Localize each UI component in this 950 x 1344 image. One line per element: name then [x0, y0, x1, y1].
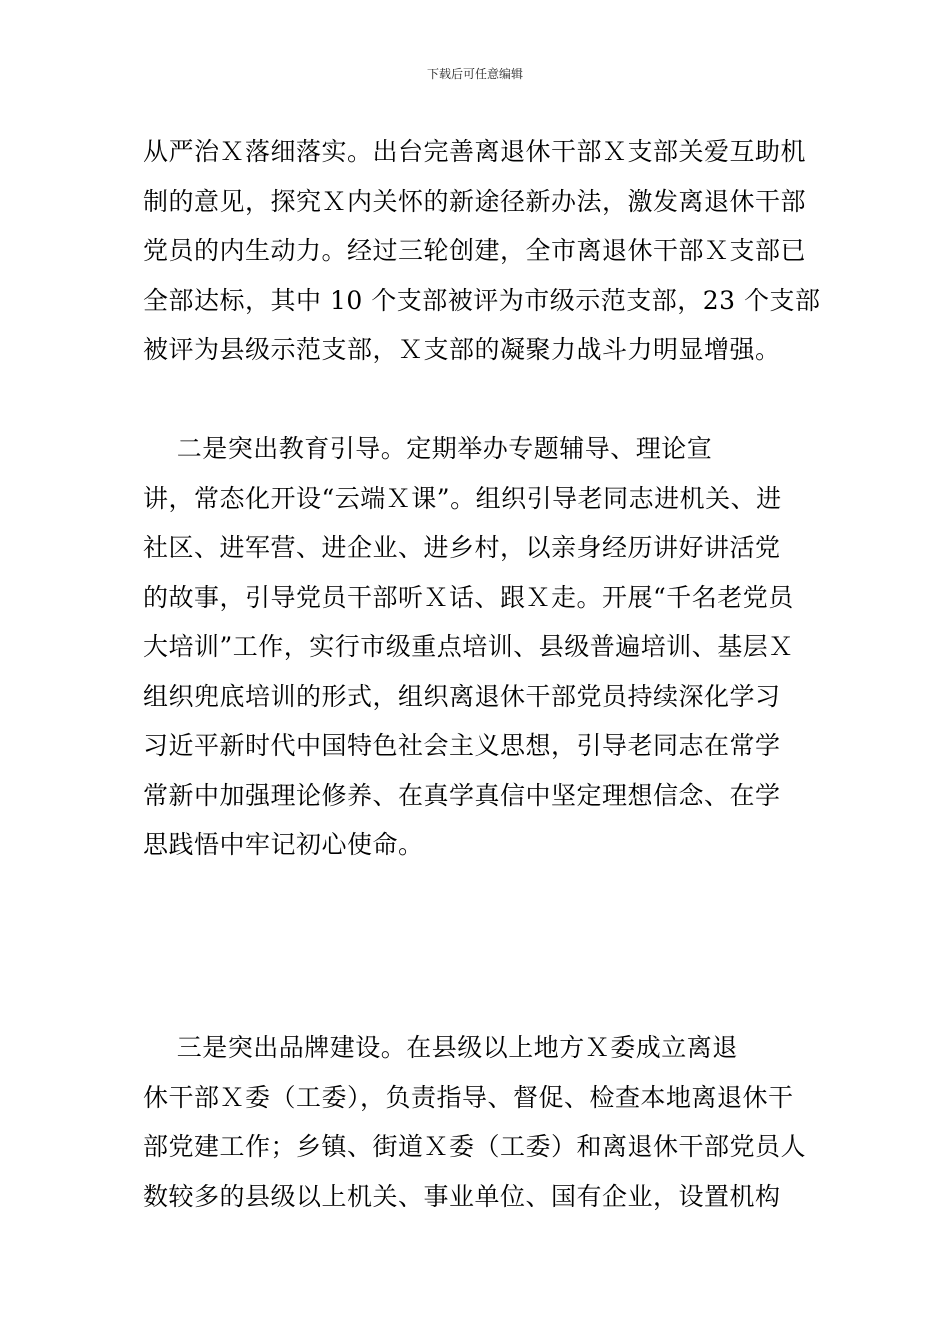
text-line: 习近平新时代中国特色社会主义思想，引导老同志在常学	[143, 731, 781, 760]
text-line: 讲，常态化开设“云端Ｘ课”。组织引导老同志进机关、进	[143, 483, 782, 513]
paragraph-3	[143, 1023, 813, 1221]
text-line: 被评为县级示范支部，Ｘ支部的凝聚力战斗力明显增强。	[143, 335, 781, 364]
text-line: 社区、进军营、进企业、进乡村，以亲身经历讲好讲活党	[143, 533, 781, 562]
text-line: 数较多的县级以上机关、事业单位、国有企业，设置机构	[143, 1181, 781, 1211]
text-line: 休干部Ｘ委（工委），负责指导、督促、检查本地离退休干	[143, 1082, 794, 1112]
paragraph-1	[143, 127, 821, 375]
paragraph-2	[143, 424, 813, 870]
text-line: 从严治Ｘ落细落实。出台完善离退休干部Ｘ支部关爱互助机	[143, 137, 807, 166]
text-line: 制的意见，探究Ｘ内关怀的新途径新办法，激发离退休干部	[143, 186, 807, 216]
text-line: 党员的内生动力。经过三轮创建，全市离退休干部Ｘ支部已	[143, 236, 807, 265]
text-line: 部党建工作；乡镇、街道Ｘ委（工委）和离退休干部党员人	[143, 1132, 807, 1161]
page-header-note: 下载后可任意编辑	[426, 67, 523, 81]
text-line: 二是突出教育引导。定期举办专题辅导、理论宣	[143, 434, 713, 463]
text-line: 思践悟中牢记初心使命。	[143, 830, 424, 859]
text-line: 三是突出品牌建设。在县级以上地方Ｘ委成立离退	[143, 1033, 738, 1062]
text-line: 全部达标，其中 10 个支部被评为市级示范支部，23 个支部	[143, 285, 821, 315]
text-line: 大培训”工作，实行市级重点培训、县级普遍培训、基层Ｘ	[143, 632, 794, 661]
text-line: 的故事，引导党员干部听Ｘ话、跟Ｘ走。开展“千名老党员	[143, 582, 794, 612]
text-line: 常新中加强理论修养、在真学真信中坚定理想信念、在学	[143, 780, 781, 810]
text-line: 组织兜底培训的形式，组织离退休干部党员持续深化学习	[143, 681, 781, 711]
